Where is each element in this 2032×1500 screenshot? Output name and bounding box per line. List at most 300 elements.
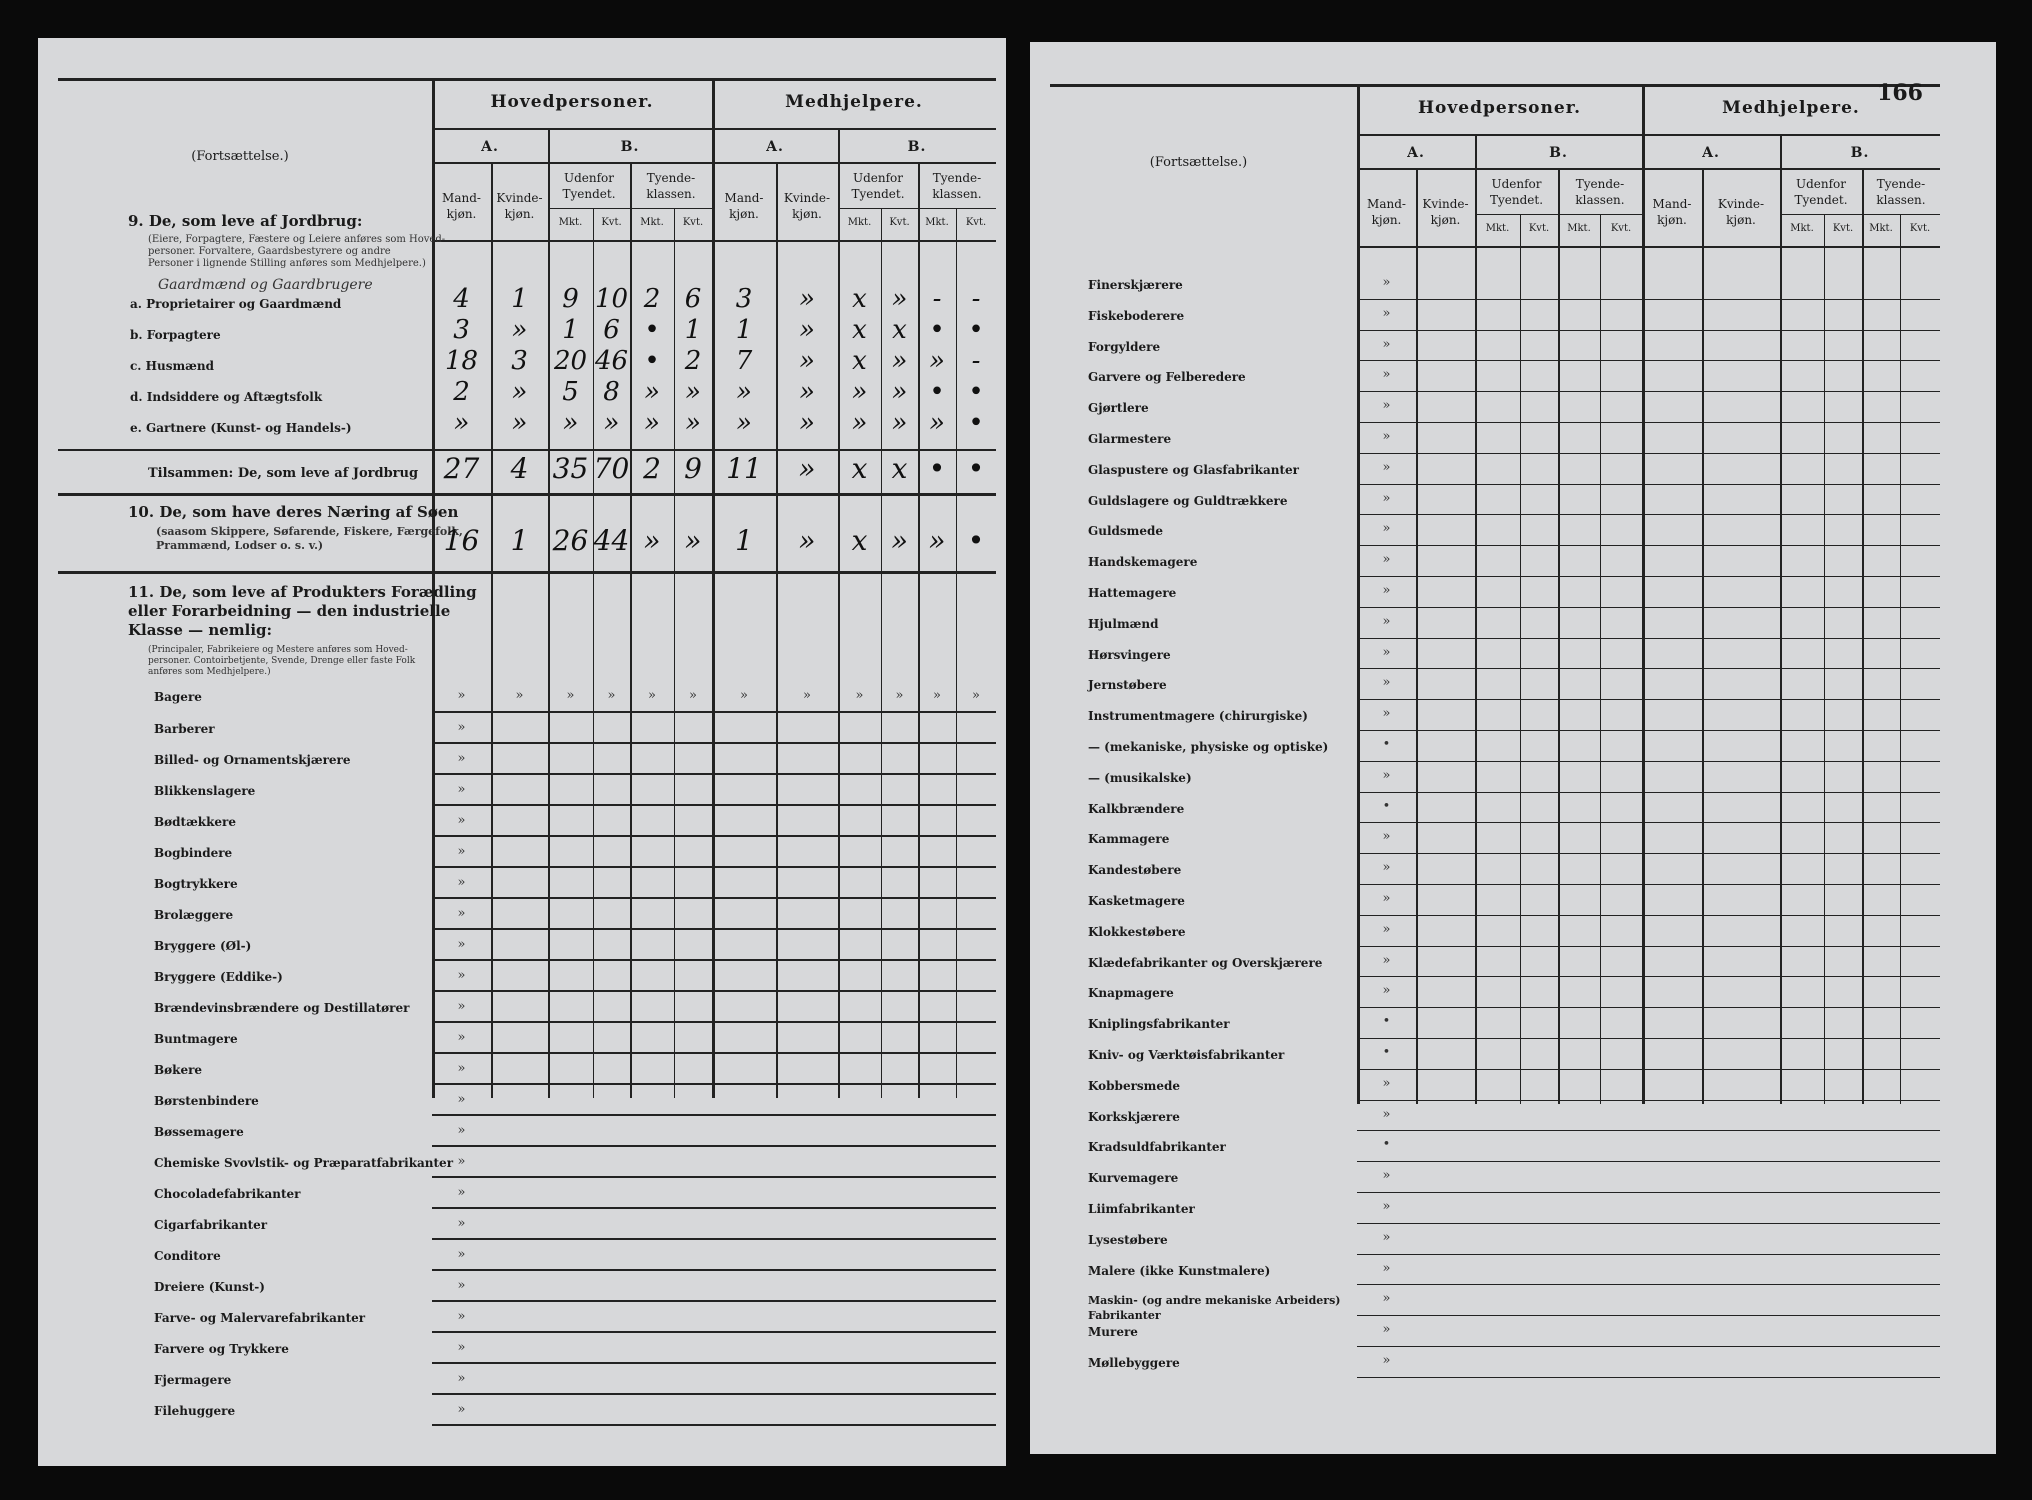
trade-mark: » [1382,552,1391,568]
right-sub-mandkjon: Mand- kjøn. [1367,197,1406,228]
row9-value: 6 [684,284,702,314]
bagere-value: » [895,688,904,703]
row9-value: » [685,408,701,438]
row9-value: 1 [511,284,528,314]
trade-label: Kandestøbere [1088,863,1182,878]
trade-mark: » [457,720,466,735]
trade-label: Korkskjærere [1088,1109,1180,1124]
row9-value: 20 [553,346,588,376]
trade-mark: » [1382,490,1391,506]
row9-value: 7 [735,346,753,376]
right-sub-udenfor: Udenfor Tyendet. [1489,177,1544,208]
row9-value: • [968,315,984,345]
left-sub-kvt: Kvt. [965,217,987,228]
rule-line [1357,1377,1940,1378]
trade-label: Murere [1088,1325,1138,1340]
trade-label: Bogtrykkere [154,877,238,891]
trade-mark: » [1382,644,1391,660]
rule-line [1357,391,1940,392]
rule-line [432,773,996,775]
trade-mark: » [457,999,466,1014]
left-col-a-med: A. [766,139,784,155]
row9-label: d. Indsiddere og Aftægtsfolk [130,390,323,404]
trade-label: Blikkenslagere [154,784,256,798]
right-sub-tyende: Tyende- klassen. [1876,177,1926,208]
trade-label: Møllebyggere [1088,1356,1180,1370]
rule-line [1357,1315,1940,1316]
right-sub-kvt: Kvt. [1528,223,1550,234]
rule-line [58,449,996,451]
column-line [1702,168,1704,1104]
left-sub-udenfor: Udenfor Tyendet. [851,171,905,202]
rule-line [1357,1069,1940,1070]
column-line [1824,214,1825,1104]
cat10-value: x [851,524,868,557]
rule-line [1357,638,1940,639]
trade-label: Bøkere [154,1063,203,1077]
trade-mark: • [1382,1045,1391,1060]
right-sub-kvt: Kvt. [1610,223,1632,234]
rule-line [432,959,996,961]
rule-line [1357,422,1940,423]
rule-line [1357,853,1940,854]
trade-label: Billed- og Ornamentskjærere [154,753,351,767]
row9-value: • [968,377,984,407]
trade-label: Fjermagere [154,1373,232,1387]
rule-line [1357,246,1940,248]
row9-value: • [968,408,984,438]
rule-line [1357,1254,1940,1255]
left-sub-kvindekjon: Kvinde- kjøn. [783,191,831,222]
trade-label: Glarmestere [1088,432,1172,446]
page-number: 166 [1877,80,1923,106]
row9-value: 3 [735,284,753,314]
trade-mark: » [1382,767,1391,783]
cat10-value: 16 [443,524,480,557]
trade-mark: » [1382,706,1391,722]
cat10-value: » [643,524,661,557]
row9-value: » [891,408,908,438]
row9-value: 10 [594,284,629,314]
rule-line [1357,514,1940,515]
row9-value: » [736,377,752,407]
trade-mark: » [1382,860,1391,876]
trade-mark: » [457,1123,466,1138]
trade-mark: » [1382,398,1391,414]
column-line [1416,168,1418,1104]
row9-value: x [892,315,907,345]
total-value: 11 [726,452,762,485]
bagere-label: Bagere [154,690,202,704]
cat9-handwritten: Gaardmænd og Gaardbrugere [158,277,373,293]
trade-label: Cigarfabrikanter [154,1218,268,1232]
trade-label: Bryggere (Øl-) [154,939,252,953]
trade-label: — (musikalske) [1088,770,1192,785]
row9-value: » [851,408,868,438]
rule-line [1357,1192,1940,1193]
row9-value: 2 [643,284,661,314]
rule-line [838,208,996,209]
rule-line [432,240,996,242]
row9-value: » [685,377,701,407]
rule-line [1357,360,1940,361]
rule-line [432,1021,996,1023]
row9-value: » [891,377,908,407]
right-sub-mkt: Mkt. [1869,223,1893,234]
total-value: 9 [684,452,702,485]
row9-value: » [891,284,908,314]
row9-value: » [511,315,528,345]
rule-line [58,493,996,496]
row9-label: b. Forpagtere [130,328,221,342]
trade-label: Klokkestøbere [1088,924,1186,939]
trade-label: Hørsvingere [1088,647,1171,662]
trade-label: Jernstøbere [1088,678,1167,693]
row9-value: » [929,408,945,438]
row9-value: 4 [453,284,470,314]
right-col-b-med: B. [1850,145,1870,161]
total-value: x [891,452,908,485]
trade-label: Knapmagere [1088,986,1174,1001]
trade-label: Buntmagere [154,1032,238,1046]
rule-line [1357,946,1940,947]
column-line [548,128,550,162]
row9-value: 18 [444,346,479,376]
trade-mark: • [1382,1014,1391,1030]
trade-label: Brændevinsbrændere og Destillatører [154,1001,410,1015]
bagere-value: » [803,688,811,703]
trade-label: Garvere og Felberedere [1088,370,1246,385]
trade-mark: » [457,1371,466,1386]
cat10-value: 1 [510,524,529,557]
rule-line [432,1207,996,1209]
total-value: x [851,452,868,485]
rule-line [1357,1346,1940,1347]
rule-line [1357,1284,1940,1285]
trade-mark: » [457,782,466,797]
total-value: 35 [552,452,589,485]
rule-line [1357,1130,1940,1131]
trade-mark: » [457,1154,466,1169]
rule-line [1357,699,1940,700]
trade-mark: » [1382,1106,1391,1122]
trade-mark: » [457,1247,466,1262]
trade-mark: » [1382,675,1391,691]
cat10-value: » [684,524,702,557]
bagere-value: » [648,688,656,703]
rule-line [432,928,996,930]
trade-mark: » [1382,1075,1391,1091]
row9-value: 1 [735,315,753,345]
trade-label: Dreiere (Kunst-) [154,1280,265,1294]
trade-mark: » [1382,1291,1391,1307]
trade-label: Bøssemagere [154,1125,244,1139]
row9-value: 1 [562,315,579,345]
right-sub-mkt: Mkt. [1790,223,1814,234]
trade-mark: » [1382,305,1391,321]
row9-value: » [799,377,815,407]
trade-mark: » [457,1061,466,1076]
trade-label: Instrumentmagere (chirurgiske) [1088,709,1308,724]
rule-line [1357,1161,1940,1162]
cat11-note: (Principaler, Fabrikeiere og Mestere anføres som Hoved- personer. Contoirbetjente, Svende, Drenge eller faste Folk anføres som Medhjelpere.) [148,645,416,677]
row9-value: » [603,408,620,438]
rule-line [432,1424,996,1426]
rule-line [1780,214,1940,215]
left-sub-udenfor: Udenfor Tyendet. [562,171,616,202]
trade-label: Kniv- og Værktøisfabrikanter [1088,1048,1285,1062]
cat9-note: (Eiere, Forpagtere, Fæstere og Leiere anføres som Hoved- personer. Forvaltere, Gaardsbestyrere og andre Personer i lignende Stilling anføres som Medhjelpere.) [148,234,446,269]
right-fortsaettelse: (Fortsættelse.) [1149,155,1248,170]
row9-value: » [929,346,945,376]
rule-line [432,1052,996,1054]
right-sub-mkt: Mkt. [1485,223,1510,234]
cat10-value: » [928,524,946,557]
left-sub-mandkjon: Mand- kjøn. [442,191,481,222]
rule-line [432,128,996,130]
rule-line [1357,576,1940,577]
right-sub-mandkjon: Mand- kjøn. [1652,197,1692,228]
trade-label: Guldsmede [1088,524,1164,539]
trade-label: Bryggere (Eddike-) [154,970,283,984]
left-sub-kvindekjon: Kvinde- kjøn. [496,191,543,222]
rule-line [432,1362,996,1364]
trade-mark: » [457,875,466,890]
row9-value: 1 [684,315,702,345]
trade-mark: » [457,1185,466,1200]
rule-line [432,1145,996,1147]
total-value: 4 [510,452,529,485]
row9-value: 46 [594,346,629,376]
trade-label: Farve- og Malervarefabrikanter [154,1311,366,1325]
trade-label: Maskin- (og andre mekaniske Arbeiders) Fabrikanter [1088,1294,1341,1322]
left-sub-mkt: Mkt. [847,217,872,228]
right-heading-med: Medhjelpere. [1722,98,1860,118]
cat10-title: 10. De, som have deres Næring af Søen [128,503,459,521]
rule-line [1357,1100,1940,1101]
row9-value: » [644,377,660,407]
trade-mark: » [457,751,466,766]
trade-label: Chocoladefabrikanter [154,1187,301,1201]
rule-line [432,804,996,806]
left-sub-kvt: Kvt. [889,217,910,228]
rule-line [432,742,996,744]
row9-value: - [932,284,942,314]
total-value: 2 [643,452,661,485]
trade-label: Kurvemagere [1088,1171,1179,1186]
trade-mark: » [457,813,466,828]
trade-mark: » [1382,1322,1391,1338]
trade-label: Hjulmænd [1088,616,1159,631]
rule-line [1357,545,1940,546]
left-sub-kvt: Kvt. [682,217,704,228]
left-sub-kvt: Kvt. [601,217,622,228]
column-line [1600,214,1601,1104]
rule-line [1357,1223,1940,1224]
rule-line [432,897,996,899]
left-heading-hoved: Hovedpersoner. [490,92,654,112]
left-heading-med: Medhjelpere. [785,92,923,112]
bagere-value: » [933,688,941,703]
rule-line [1357,330,1940,331]
right-sub-tyende: Tyende- klassen. [1575,177,1625,208]
trade-label: Lysestøbere [1088,1232,1168,1247]
left-sub-tyende: Tyende- klassen. [646,171,696,202]
trade-mark: » [1382,613,1391,629]
trade-mark: » [457,1092,466,1107]
left-sub-mkt: Mkt. [640,217,664,228]
column-line [1475,134,1477,168]
rule-line [1357,668,1940,669]
rule-line [432,835,996,837]
total-value: 70 [593,452,630,485]
trade-mark: » [1382,891,1391,906]
trade-mark: » [1382,1199,1391,1214]
row9-value: 2 [453,377,470,407]
bagere-value: » [515,688,524,703]
right-page [1030,42,1996,1454]
trade-label: Børstenbindere [154,1094,259,1108]
rule-line [432,1300,996,1302]
rule-line [58,571,996,574]
right-sub-udenfor: Udenfor Tyendet. [1794,177,1848,208]
cat10-note: (saasom Skippere, Søfarende, Fiskere, Færgefolk, Prammænd, Lodser o. s. v.) [156,525,463,553]
cat10-value: 1 [735,524,753,557]
row9-value: » [851,377,868,407]
rule-line [1357,168,1940,170]
trade-label: Liimfabrikanter [1088,1202,1195,1216]
cat10-value: 26 [552,524,589,557]
rule-line [1050,84,1940,87]
left-col-b-hoved: B. [620,139,640,155]
bagere-value: » [972,688,980,703]
rule-line [432,1393,996,1395]
trade-mark: » [1382,583,1391,598]
row9-value: » [799,346,815,376]
rule-line [1357,761,1940,762]
rule-line [432,990,996,992]
trade-label: Conditore [154,1249,221,1263]
row9-value: x [852,346,867,376]
trade-label: Hattemagere [1088,586,1177,600]
right-col-a-med: A. [1702,145,1720,161]
trade-mark: » [457,1402,466,1417]
row9-value: x [852,284,867,314]
trade-label: Glaspustere og Glasfabrikanter [1088,462,1299,477]
rule-line [432,162,996,164]
row9-value: • [929,315,945,345]
rule-line [1357,607,1940,608]
total-value: » [798,452,816,485]
trade-mark: » [1382,459,1391,475]
trade-label: Filehuggere [154,1404,236,1418]
trade-mark: » [1382,952,1391,968]
trade-mark: » [1382,983,1391,999]
rule-line [58,78,996,81]
trade-label: Guldslagere og Guldtrækkere [1088,493,1288,508]
trade-mark: » [1382,1168,1391,1184]
trade-label: Handskemagere [1088,555,1198,570]
trade-label: Bødtækkere [154,815,237,829]
rule-line [1357,1038,1940,1039]
rule-line [1357,484,1940,485]
trade-label: Kammagere [1088,832,1170,847]
right-sub-kvindekjon: Kvinde- kjøn. [1717,197,1765,228]
trade-label: — (mekaniske, physiske og optiske) [1088,740,1329,754]
row9-value: » [799,315,815,345]
column-line [838,128,840,162]
row9-value: 8 [603,377,620,407]
bagere-value: » [457,688,466,703]
total-value: 27 [443,452,480,485]
row9-value: » [511,408,528,438]
trade-mark: » [1382,367,1391,383]
trade-label: Barberer [154,722,215,736]
row9-value: » [511,377,528,407]
trade-mark: » [457,844,466,859]
row9-value: » [453,408,470,438]
row9-value: » [799,408,815,438]
trade-label: Bogbindere [154,846,233,860]
trade-label: Fiskeboderere [1088,308,1185,323]
row9-label: a. Proprietairer og Gaardmænd [130,297,342,311]
row9-value: » [644,408,660,438]
cat10-value: 44 [593,524,630,557]
rule-line [432,1083,996,1085]
rule-line [1357,915,1940,916]
column-line [1475,168,1477,1104]
column-line [1900,214,1901,1104]
trade-mark: • [1382,1137,1391,1153]
row9-value: x [852,315,867,345]
right-col-b-hoved: B. [1549,145,1568,161]
trade-label: Malere (ikke Kunstmalere) [1088,1263,1271,1278]
cat10-value: • [967,524,985,557]
cat10-value: » [890,524,909,557]
trade-mark: » [457,968,466,983]
row9-value: » [891,346,908,376]
column-line [1558,168,1560,1104]
cat9-title: 9. De, som leve af Jordbrug: [128,212,363,230]
trade-mark: » [457,906,466,921]
trade-mark: » [457,1309,466,1324]
rule-line [1357,730,1940,731]
rule-line [432,1114,996,1116]
trade-label: Klædefabrikanter og Overskjærere [1088,955,1323,970]
row9-value: 6 [603,315,620,345]
row9-value: - [971,346,981,376]
trade-label: Kniplingsfabrikanter [1088,1017,1230,1032]
trade-mark: » [1382,829,1391,845]
trade-label: Kasketmagere [1088,894,1185,908]
right-sub-kvt: Kvt. [1832,223,1854,234]
column-line [1642,84,1645,1104]
rule-line [432,1176,996,1178]
trade-mark: » [1382,275,1391,290]
trade-mark: » [1382,1353,1391,1368]
right-sub-kvindekjon: Kvinde- kjøn. [1422,197,1469,228]
rule-line [432,1238,996,1240]
row9-value: 5 [562,377,579,407]
rule-line [432,711,996,713]
rule-line [1357,822,1940,823]
row9-value: 3 [511,346,528,376]
trade-label: Chemiske Svovlstik- og Præparatfabrikanter [154,1156,454,1170]
trade-mark: » [1382,521,1391,537]
row9-value: 2 [684,346,702,376]
right-col-a-hoved: A. [1407,145,1425,161]
left-sub-mkt: Mkt. [925,217,949,228]
